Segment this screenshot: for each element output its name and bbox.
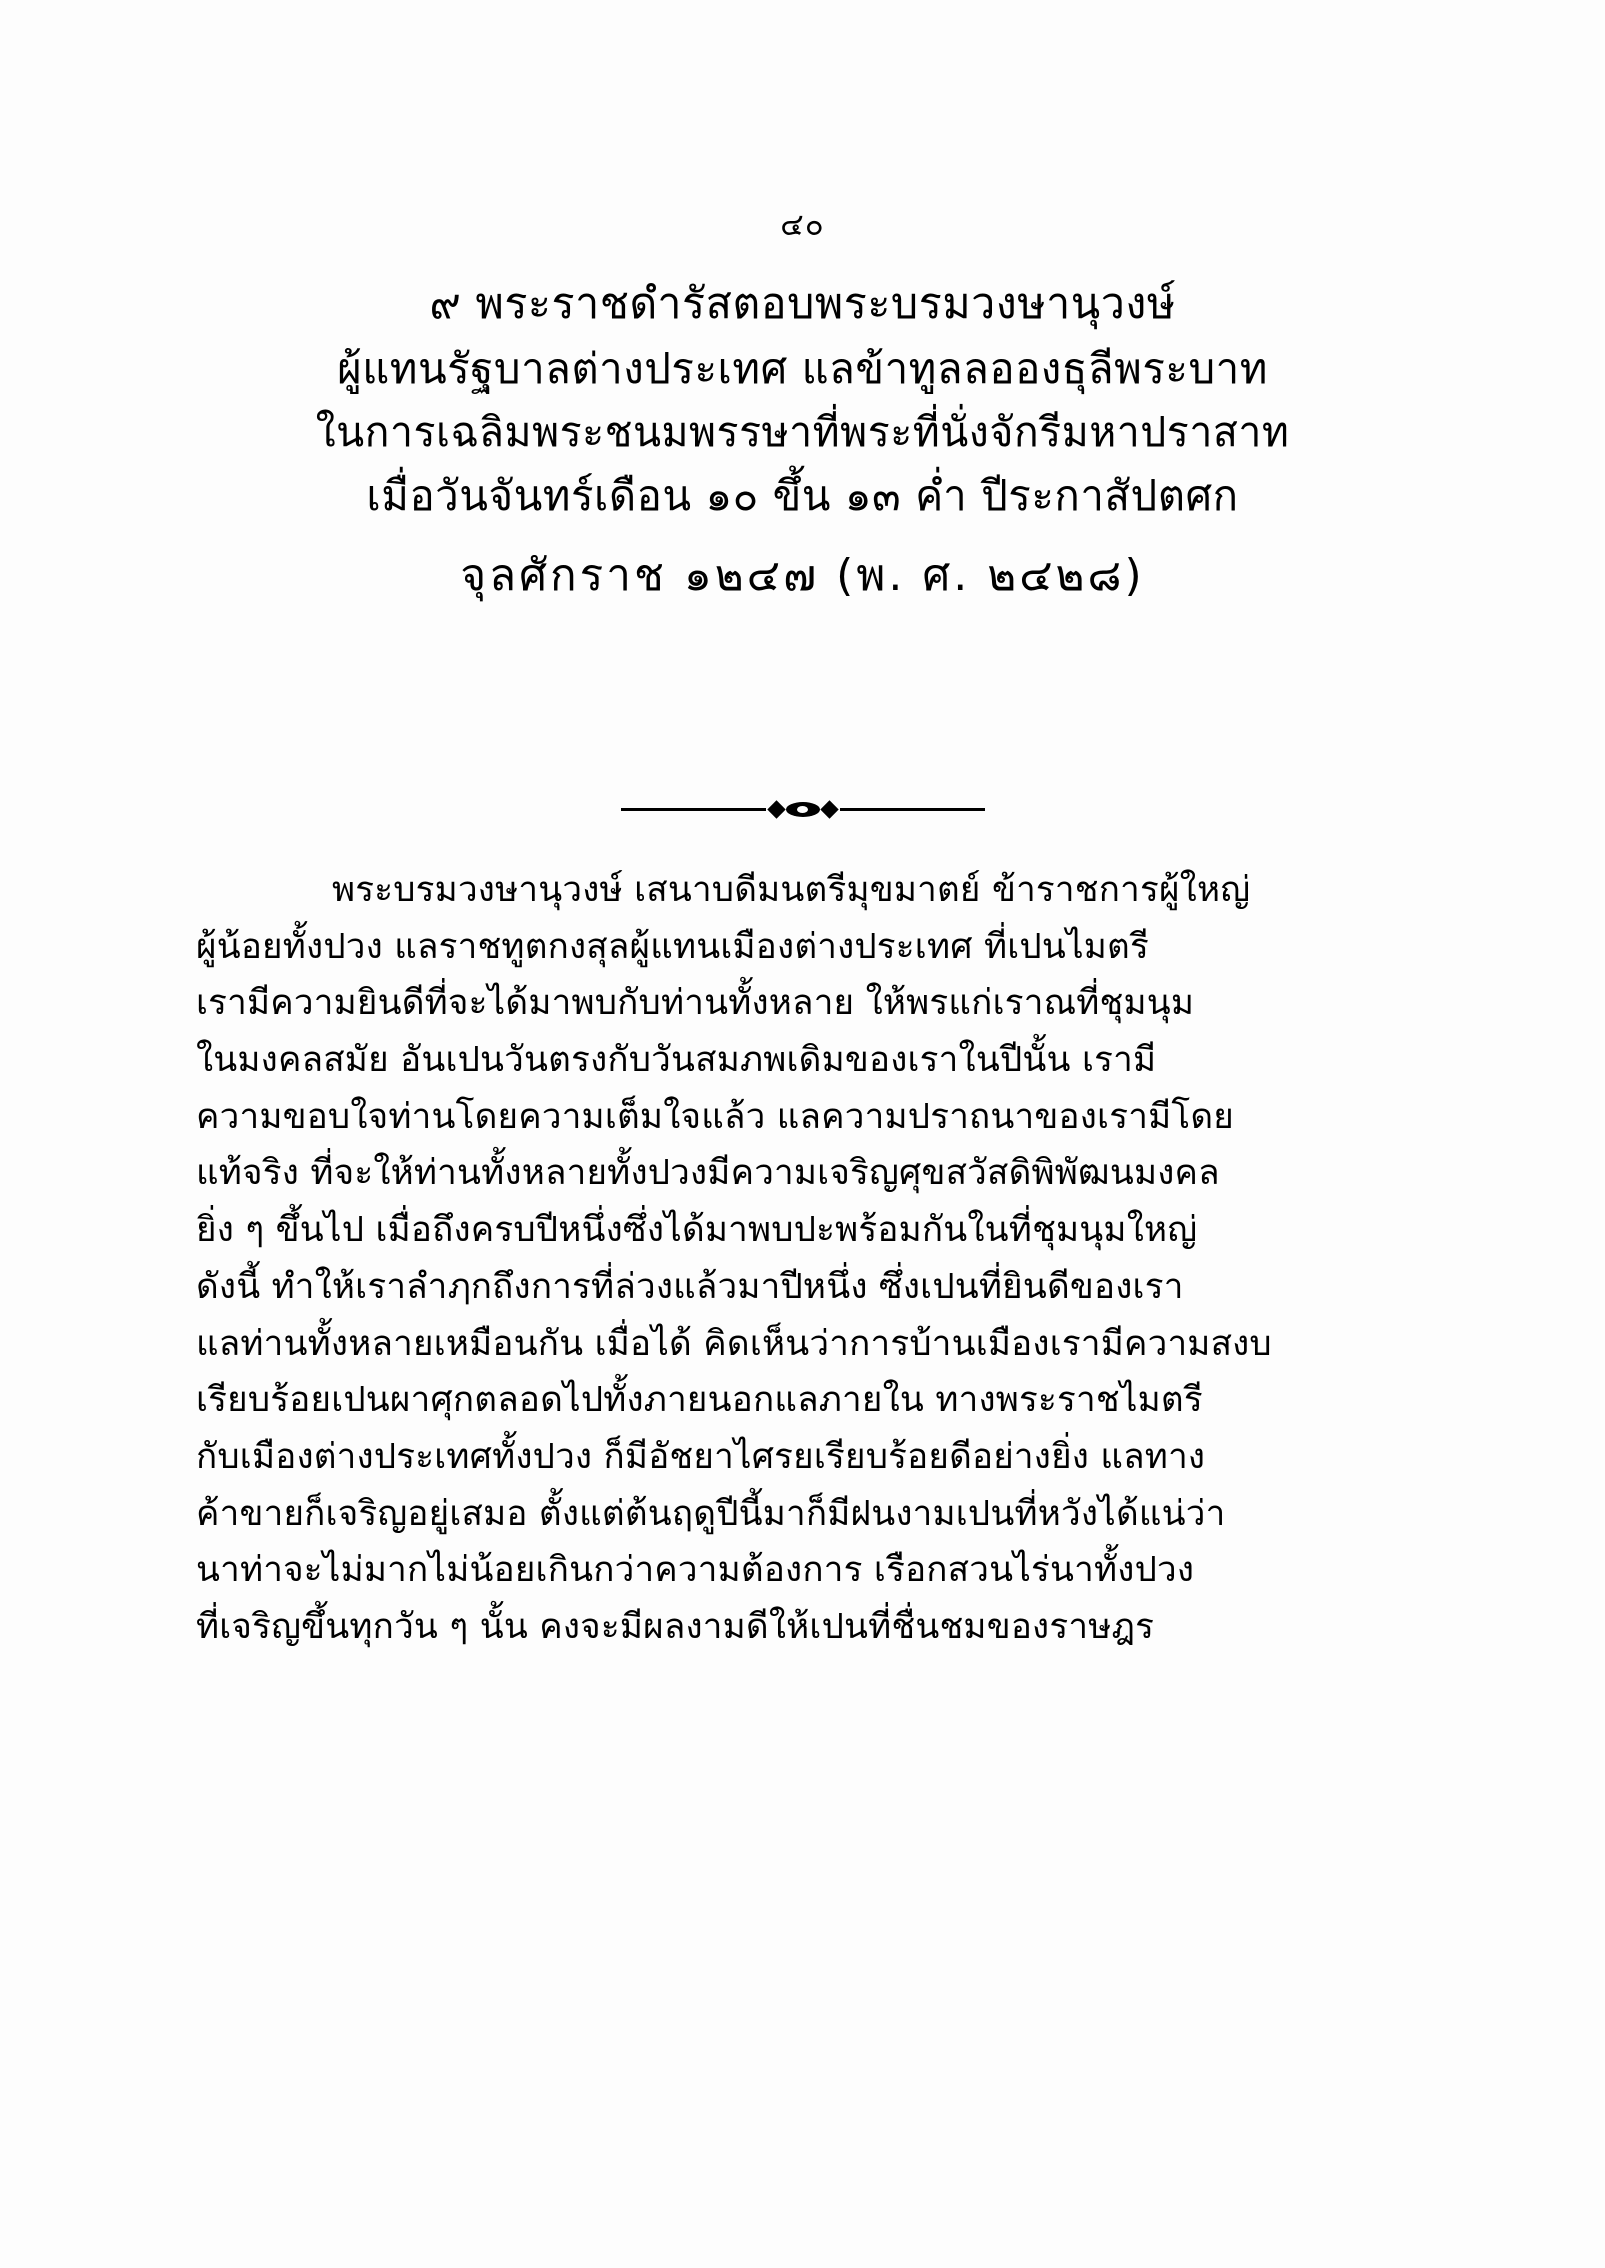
title-line-4: เมื่อวันจันทร์เดือน ๑๐ ขึ้น ๑๓ ค่ำ ปีระกาสัปตศก <box>366 470 1239 520</box>
lens-icon <box>786 802 820 817</box>
ornamental-divider <box>621 800 985 818</box>
divider-ornament-icon <box>766 802 840 817</box>
body-line: ผู้น้อยทั้งปวง แลราชทูตกงสุลผู้แทนเมืองต่างประเทศ ที่เปนไมตรี <box>196 926 1149 967</box>
document-title <box>0 272 1605 610</box>
diamond-left-icon <box>767 800 785 818</box>
body-line: ค้าขายก็เจริญอยู่เสมอ ตั้งแต่ต้นฤดูปีนี้มาก็มีฝนงามเปนที่หวังได้แน่ว่า <box>196 1493 1226 1534</box>
body-line: แท้จริง ที่จะให้ท่านทั้งหลายทั้งปวงมีความเจริญศุขสวัสดิพิพัฒนมงคล <box>196 1153 1220 1194</box>
divider-bar-left <box>621 808 766 811</box>
body-line: นาท่าจะไม่มากไม่น้อยเกินกว่าความต้องการ เรือกสวนไร่นาทั้งปวง <box>196 1550 1195 1591</box>
divider-bar-right <box>840 808 985 811</box>
body-line: ที่เจริญขึ้นทุกวัน ๆ นั้น คงจะมีผลงามดีให้เปนที่ชื่นชมของราษฎร <box>196 1606 1155 1647</box>
page-number: ๔๐ <box>780 207 825 243</box>
body-line: พระบรมวงษานุวงษ์ เสนาบดีมนตรีมุขมาตย์ ข้าราชการผู้ใหญ่ <box>332 870 1251 910</box>
title-line-3: ในการเฉลิมพระชนมพรรษาที่พระที่นั่งจักรีมหาปราสาท <box>315 408 1290 457</box>
body-line: ความขอบใจท่านโดยความเต็มใจแล้ว แลความปราถนาของเรามีโดย <box>196 1096 1234 1137</box>
body-line: เรียบร้อยเปนผาศุกตลอดไปทั้งภายนอกแลภายใน ทางพระราชไมตรี <box>196 1380 1203 1421</box>
document-body <box>196 862 1412 1656</box>
body-line: ยิ่ง ๆ ขึ้นไป เมื่อถึงครบปีหนึ่งซึ่งได้มาพบปะพร้อมกันในที่ชุมนุมใหญ่ <box>196 1210 1198 1251</box>
diamond-right-icon <box>820 800 838 818</box>
title-line-2: ผู้แทนรัฐบาลต่างประเทศ แลข้าทูลลอองธุลีพระบาท <box>337 344 1268 394</box>
title-line-5: จุลศักราช ๑๒๔๗ (พ. ศ. ๒๔๒๘) <box>460 550 1145 602</box>
body-line: แลท่านทั้งหลายเหมือนกัน เมื่อได้ คิดเห็นว่าการบ้านเมืองเรามีความสงบ <box>196 1323 1272 1364</box>
body-line: ดังนี้ ทำให้เราลำฦกถึงการที่ล่วงแล้วมาปีหนึ่ง ซึ่งเปนที่ยินดีของเรา <box>196 1266 1184 1307</box>
body-line: กับเมืองต่างประเทศทั้งปวง ก็มีอัชยาไศรยเรียบร้อยดีอย่างยิ่ง แลทาง <box>196 1436 1206 1477</box>
title-line-1: ๙ พระราชดำรัสตอบพระบรมวงษานุวงษ์ <box>429 279 1176 329</box>
body-line: เรามีความยินดีที่จะได้มาพบกับท่านทั้งหลาย ให้พรแก่เราณที่ชุมนุม <box>196 983 1195 1024</box>
body-line: ในมงคลสมัย อันเปนวันตรงกับวันสมภพเดิมของเราในปีนั้น เรามี <box>196 1040 1157 1081</box>
